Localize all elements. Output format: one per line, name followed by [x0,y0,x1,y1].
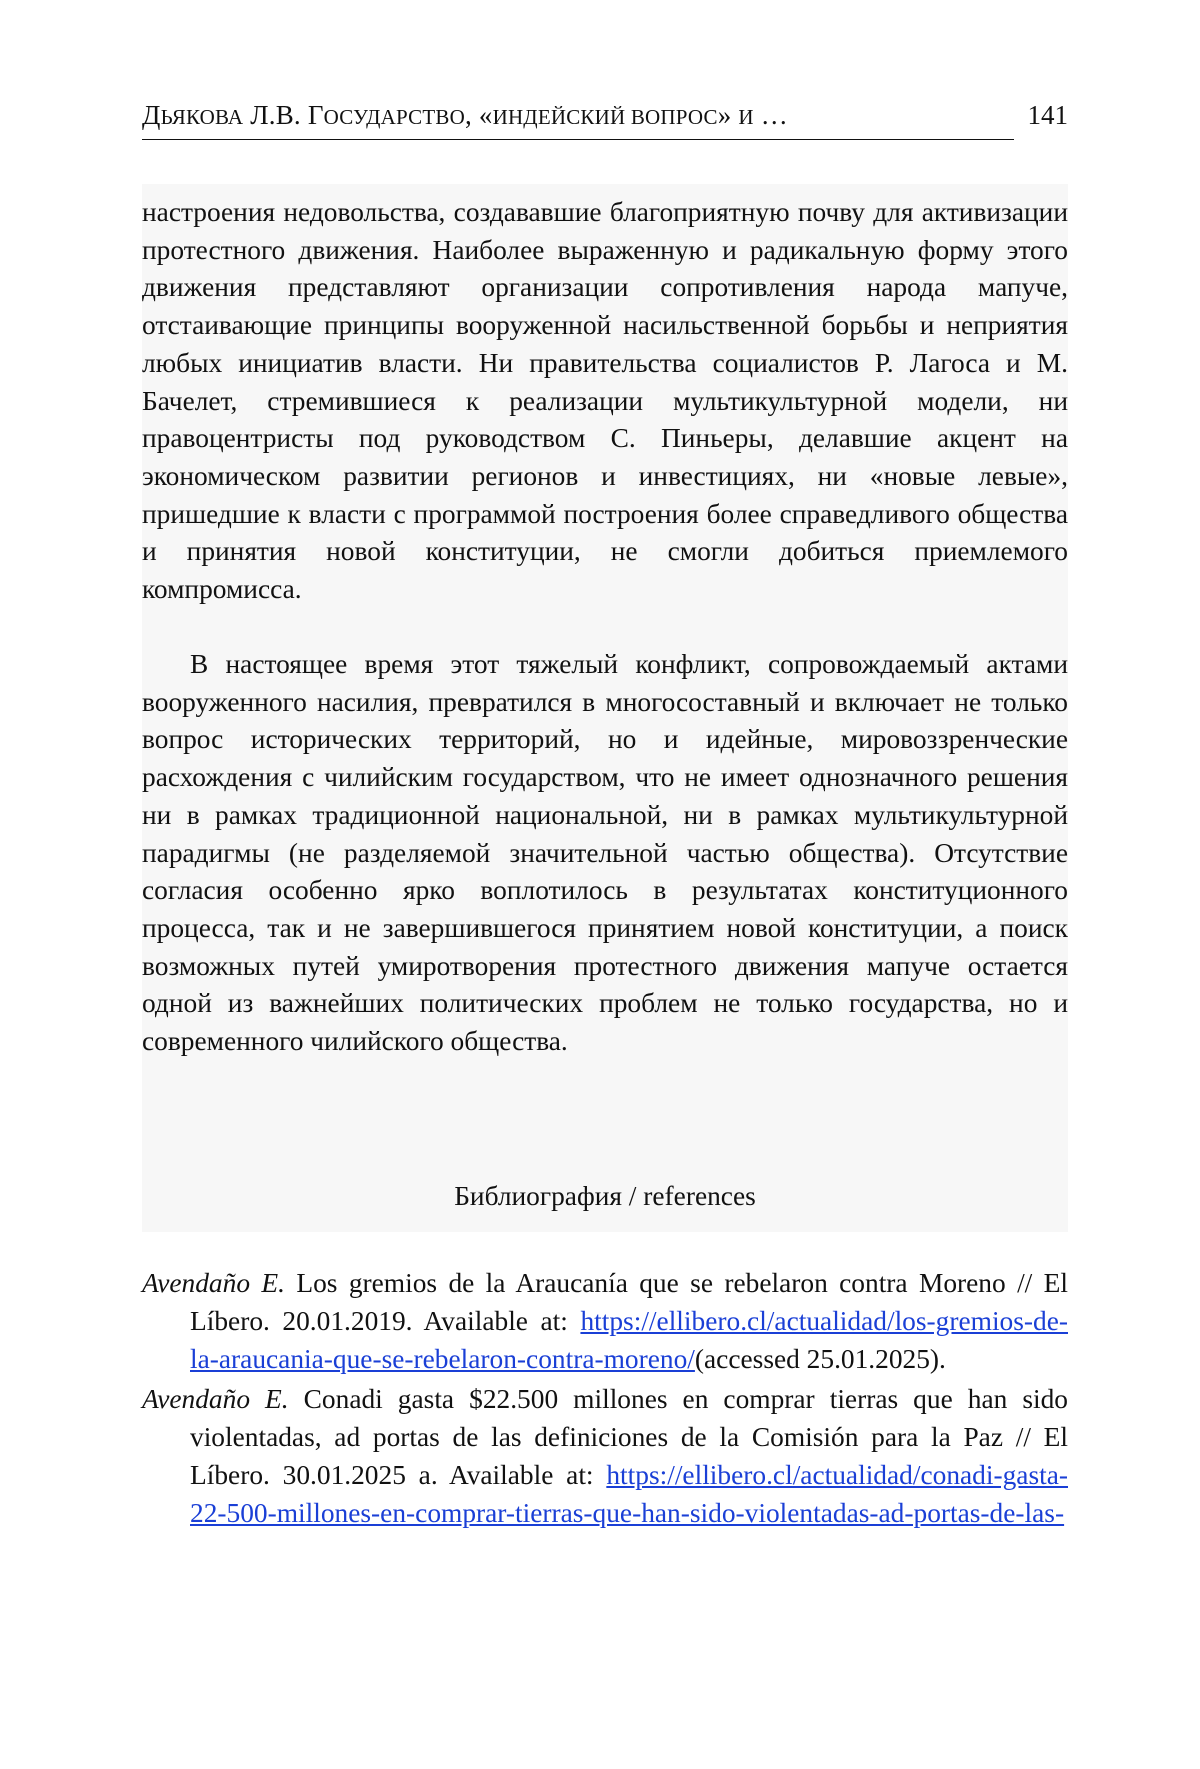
body-text-block [142,184,1068,1232]
running-header [142,100,1068,142]
reference-author: Avendaño E. [142,1268,285,1298]
bibliography-heading: Библиография / references [454,1181,756,1211]
reference-link[interactable]: https://ellibero.cl/actualidad/conadi-gasta-22-500-millones-en-comprar-tierras-que-han-sido-violentadas-ad-portas-de-las- [190,1460,1068,1528]
reference-entry [142,1264,1068,1378]
title-part: ЬЯКОВА [160,105,244,129]
running-title [142,100,788,131]
title-part: Г [307,100,324,130]
reference-entry [142,1380,1068,1532]
reference-author: Avendaño E. [142,1384,289,1414]
title-part: ИНДЕЙСКИЙ ВОПРОС [492,105,718,129]
title-part: , « [464,100,493,130]
reference-list [142,1264,1068,1534]
reference-text: Los gremios de la Araucanía que se rebelaron contra Moreno // El Líbero. 20.01.2019. Available at: [190,1268,1069,1336]
title-part: … [753,100,788,130]
body-paragraph: настроения недовольства, создававшие благоприятную почву для активизации протестного движения. Наиболее выраженную и радикальную форму этого движения представляют организации сопротивления народа мапуче, отстаивающие принципы вооруженной насильственной борьбы и неприятия любых инициатив власти. Ни правительства социалистов Р. Лагоса и М. Бачелет, стремившиеся к реализации мультикультурной модели, ни правоцентристы под руководством С. Пиньеры, делавшие акцент на экономическом развитии регионов и инвестициях, ни «новые левые», пришедшие к власти с программой построения более справедливого общества и принятия новой конституции, не смогли добиться приемлемого компромисса. [142,197,1068,605]
reference-text: Conadi gasta $22.500 millones en comprar tierras que han sido violentadas, ad portas de las definiciones de la Comisión para la Paz // El Líbero. 30.01.2025 a. Available at: [190,1384,1068,1490]
title-part: ОСУДАРСТВО [323,105,465,129]
title-part: Д [142,100,161,130]
page-number: 141 [1027,100,1068,130]
title-part: Л.В. [243,100,308,130]
reference-link[interactable]: https://ellibero.cl/actualidad/los-gremios-de-la-araucania-que-se-rebelaron-contra-moreno/ [190,1306,1068,1374]
title-part: И [738,105,754,129]
reference-access-date: (accessed 25.01.2025). [694,1344,946,1374]
title-part: » [717,100,739,130]
header-rule [142,139,1014,140]
body-paragraph: В настоящее время этот тяжелый конфликт, сопровождаемый актами вооруженного насилия, превратился в многосоставный и включает не только вопрос исторических территорий, но и идейные, мировоззренческие расхождения с чилийским государством, что не имеет однозначного решения ни в рамках традиционной национальной, ни в рамках мультикультурной парадигмы (не разделяемой значительной частью общества). Отсутствие согласия особенно ярко воплотилось в результатах конституционного процесса, так и не завершившегося принятием новой конституции, а поиск возможных путей умиротворения протестного движения мапуче остается одной из важнейших политических проблем не только государства, но и современного чилийского общества. [142,649,1068,1057]
